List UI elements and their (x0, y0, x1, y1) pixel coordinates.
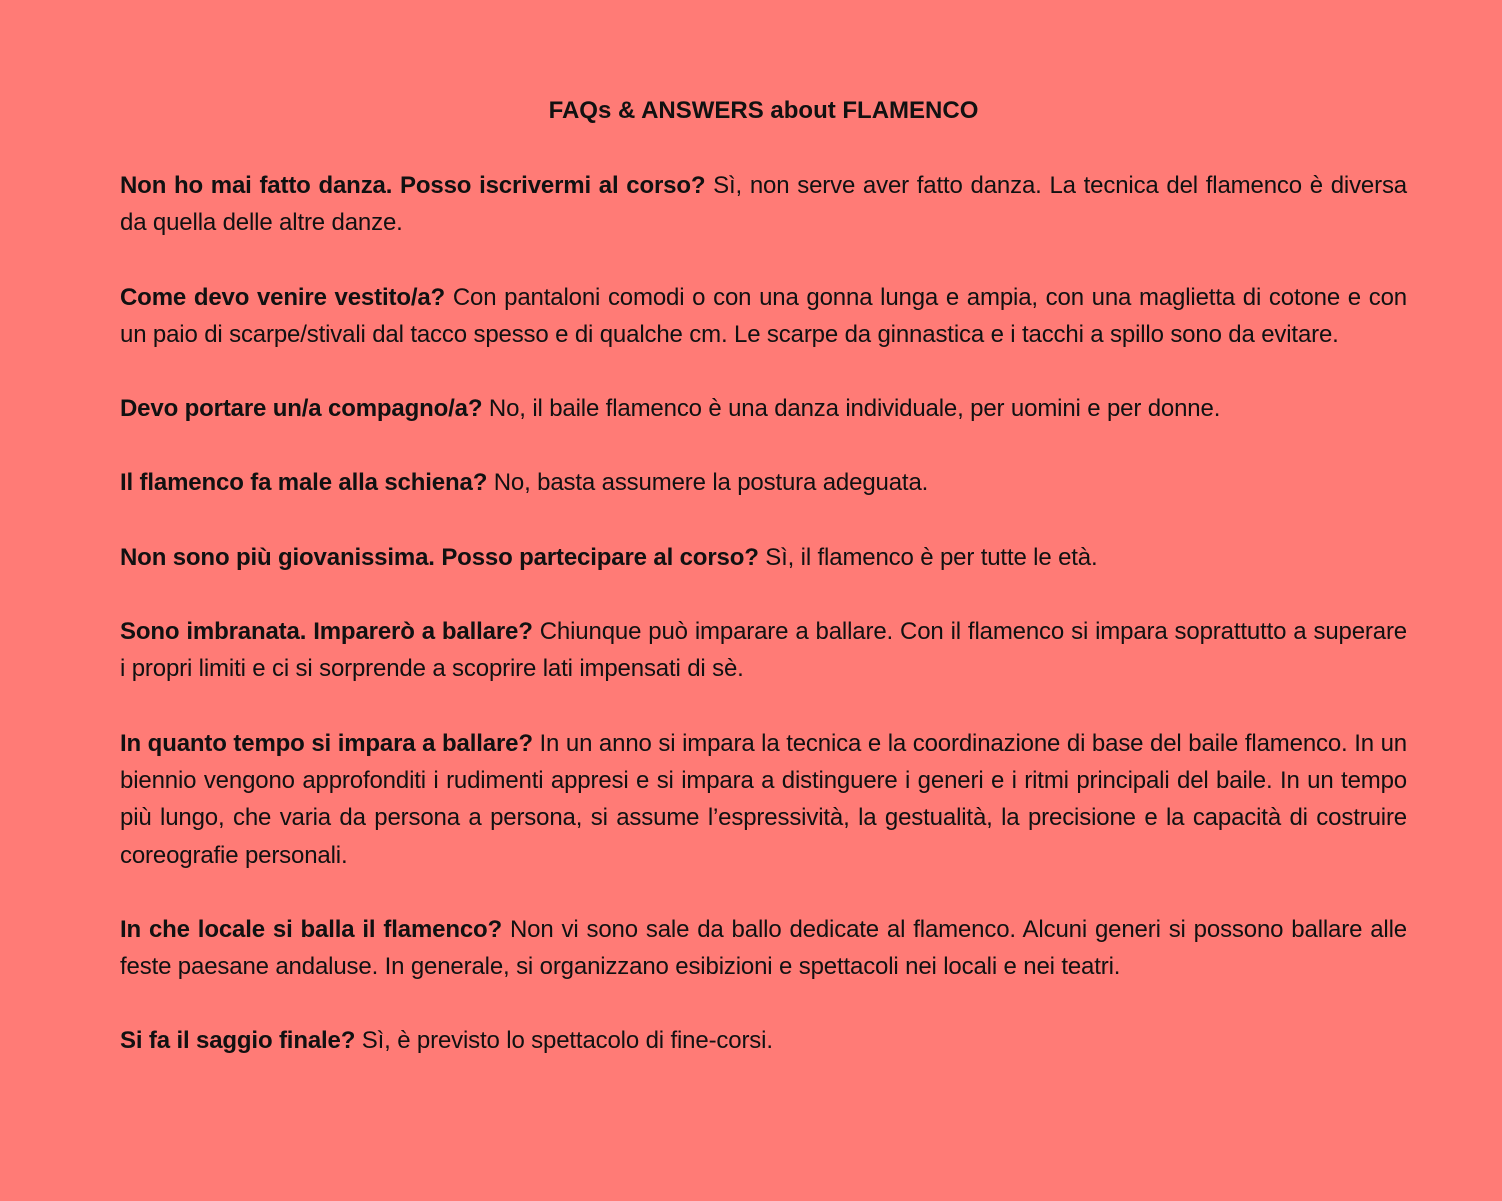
faq-question: Si fa il saggio finale? (120, 1027, 362, 1055)
faq-item (120, 613, 1407, 688)
faq-question: In che locale si balla il flamenco? (120, 915, 510, 943)
faq-answer: Con pantaloni comodi o con una gonna lunga e ampia, con una maglietta di cotone e con un paio di scarpe/stivali dal tacco spesso e di qualche cm. Le scarpe da ginnastica e i tacchi a spillo sono da evitare. (120, 283, 1407, 348)
faq-question: Non ho mai fatto danza. Posso iscrivermi al corso? (120, 172, 714, 199)
faq-question: Non sono più giovanissima. Posso partecipare al corso? (120, 543, 766, 571)
faq-question: Sono imbranata. Imparerò a ballare? (120, 618, 540, 646)
faq-question: Come devo venire vestito/a? (120, 283, 453, 311)
faq-question: Il flamenco fa male alla schiena? (120, 469, 494, 497)
faq-item (120, 725, 1407, 874)
faq-answer: No, il baile flamenco è una danza individuale, per uomini e per donne. (488, 395, 1221, 423)
faq-item (120, 167, 1407, 242)
faq-item (120, 390, 1407, 427)
faq-answer: In un anno si impara la tecnica e la coordinazione di base del baile flamenco. In un biennio vengono approfonditi i rudimenti appresi e si impara a distinguere i generi e i ritmi principali del baile. In un tempo più lungo, che varia da persona a persona, si assume l’espressività, la gestualità, la precisione e la capacità di costruire coreografie personali. (120, 729, 1407, 869)
faq-question: In quanto tempo si impara a ballare? (120, 729, 540, 757)
faq-answer: Sì, il flamenco è per tutte le età. (765, 543, 1098, 571)
faq-answer: Non vi sono sale da ballo dedicate al flamenco. Alcuni generi si possono ballare alle feste paesane andaluse. In generale, si organizzano esibizioni e spettacoli nei locali e nei teatri. (120, 915, 1407, 981)
document-title: FAQs & ANSWERS about FLAMENCO (548, 97, 979, 124)
faq-item (120, 539, 1407, 576)
faq-item (120, 279, 1407, 354)
faq-answer: Chiunque può imparare a ballare. Con il flamenco si impara soprattutto a superare i propri limiti e ci si sorprende a scoprire lati impensati di sè. (120, 618, 1407, 683)
faq-item (120, 911, 1407, 986)
faq-answer: Sì, non serve aver fatto danza. La tecnica del flamenco è diversa da quella delle altre danze. (120, 172, 1408, 237)
faq-answer: Sì, è previsto lo spettacolo di fine-corsi. (361, 1027, 773, 1055)
faq-question: Devo portare un/a compagno/a? (120, 395, 489, 423)
faq-item (120, 464, 1407, 501)
faq-answer: No, basta assumere la postura adeguata. (493, 469, 929, 497)
faq-item (120, 1022, 1407, 1059)
